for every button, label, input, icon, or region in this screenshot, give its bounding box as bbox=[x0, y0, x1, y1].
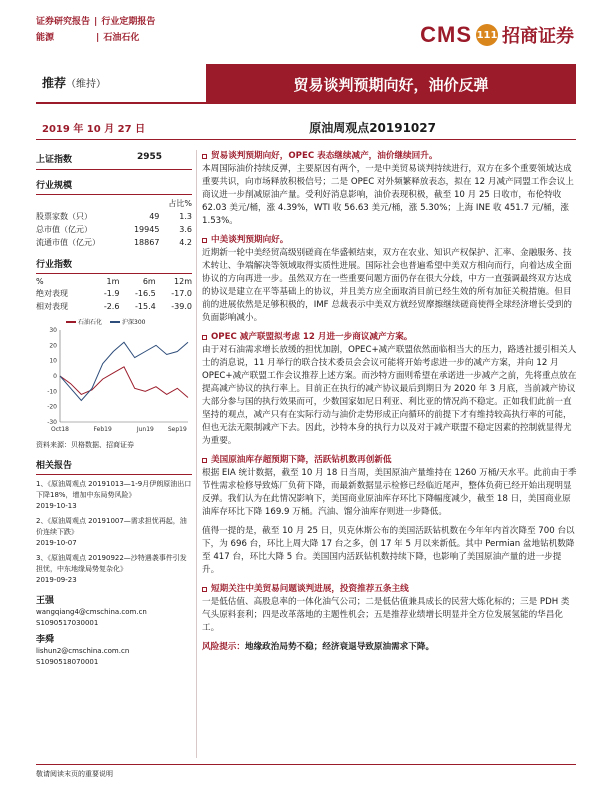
legend-item bbox=[66, 317, 102, 326]
section-heading-text: 贸易谈判预期向好，OPEC 表态继续减产，油价继续回升。 bbox=[211, 151, 438, 161]
report-date: 2019 年 10 月 27 日 bbox=[42, 124, 146, 135]
section-heading bbox=[202, 234, 578, 247]
checkbox-bullet-icon bbox=[202, 154, 207, 159]
row-value: -1.9 bbox=[103, 289, 120, 298]
footer bbox=[36, 764, 576, 779]
industry-scale-heading: 行业规模 bbox=[36, 178, 192, 195]
section-heading bbox=[202, 454, 578, 467]
risk-label: 风险提示： bbox=[202, 642, 245, 652]
section-body: 根据 EIA 统计数据，截至 10 月 18 日当周，美国原油产量维持在 1260 万桶/天水平。此前由于季节性需求检修导致炼厂负荷下降，而最新数据显示检修已经临近尾声，整体负荷已经开始出现明显反弹。我们认为在此情况影响下，美国商业原油库存环比下降幅度减少，截至 18 日，美国商业原油库存环比下降 169.9 万桶。汽油、馏分油库存则进一步降低。 bbox=[202, 468, 577, 517]
checkbox-bullet-icon bbox=[202, 238, 207, 243]
rating-value: 推荐 bbox=[42, 76, 67, 90]
chart-svg bbox=[36, 326, 192, 436]
logo-cn-text: 招商证券 bbox=[502, 26, 574, 47]
section-body: 值得一提的是，截至 10 月 25 日，贝克休斯公布的美国活跃钻机数在今年年内首次降至 700 台以下，为 696 台，环比上周大降 17 台之多，创 17 年 5 月以来新低。其中 Permian 盆地钻机数降至 417 台，环比大降 5 台。美国国内活跃钻机数持续下降，也影响了美国原油产量的进一步提升。 bbox=[202, 526, 575, 575]
related-date: 2019-10-13 bbox=[36, 502, 77, 510]
y-tick-label: -20 bbox=[47, 403, 57, 411]
section-body: 由于对石油需求增长放缓的担忧加剧，OPEC+减产联盟依然面临相当大的压力，路透社援引相关人士的消息说，11 月举行的联合技术委员会会议可能将开始考虑进一步的减产方案，并向 12 月 OPEC+减产联盟工作会议推荐上述方案。而沙特方面则希望在承诺进一步减产之前，先将重点放在提高减产协议的执行率上。目前正在执行的减产协议最后到期日为 2020 年 3 月底，当前减产协议大部分参与国的执行效果而可，少数国家如尼日利亚、利比亚的情况尚不稳定。正如我们此前一直坚持的观点，减产只有在实际行动与油价走势形成正向循环的前提下才有维持较高执行率的可能，但也无法无限制减产下去。因此，沙特本身的执行力以及对于减产联盟不稳定因素的控制就显得尤为重要。 bbox=[202, 345, 577, 446]
table-row bbox=[36, 300, 192, 313]
y-tick-label: 0 bbox=[53, 373, 57, 380]
pct-header: 占比% bbox=[168, 199, 192, 208]
col-header: 1m bbox=[106, 277, 120, 286]
analyst-cert: S1090518070001 bbox=[36, 658, 99, 666]
analyst-email[interactable]: wangqiang4@cmschina.com.cn bbox=[36, 608, 147, 616]
row-label: 流通市值（亿元） bbox=[36, 238, 100, 247]
column-divider bbox=[196, 150, 197, 758]
table-header-row bbox=[36, 197, 192, 210]
legend-label: 石油石化 bbox=[78, 319, 103, 326]
company-logo bbox=[420, 22, 574, 48]
y-tick-label: -30 bbox=[47, 419, 57, 426]
analyst-email[interactable]: lishun2@cmschina.com.cn bbox=[36, 647, 130, 655]
industry: 石油石化 bbox=[103, 33, 140, 43]
row-value: 19945 bbox=[133, 225, 160, 234]
row-label: 总市值（亿元） bbox=[36, 225, 92, 234]
legend-swatch bbox=[110, 321, 120, 323]
industry-scale-table bbox=[36, 197, 192, 249]
y-tick-label: 20 bbox=[49, 342, 57, 350]
rating-note: （维持） bbox=[66, 79, 107, 90]
row-pct: 4.2 bbox=[179, 238, 192, 247]
chart-source: 资料来源：贝格数据、招商证券 bbox=[36, 441, 134, 449]
related-reports bbox=[36, 479, 192, 586]
logo-cms-text: CMS bbox=[420, 22, 472, 47]
y-tick-label: 30 bbox=[49, 327, 57, 334]
checkbox-bullet-icon bbox=[202, 458, 207, 463]
report-meta-row-1 bbox=[36, 14, 155, 30]
row-pct: 3.6 bbox=[179, 225, 192, 234]
col-header: 6m bbox=[142, 277, 156, 286]
related-text[interactable]: 1、《原油周观点 20191013—1-9月伊朗原油出口下降18%，增加中东局势风险》 bbox=[36, 480, 192, 499]
section-heading-text: OPEC 减产联盟拟考虑 12 月进一步商议减产方案。 bbox=[211, 332, 413, 342]
section bbox=[202, 583, 578, 635]
section-body: 近期新一轮中美经贸高级别磋商在华盛顿结束，双方在农业、知识产权保护、汇率、金融服务、技术转让、争端解决等领域取得实质性进展。国际社会也普遍希望中美双方相向而行，向着达成全面协议的方向再进一步。虽然双方在一些重要问题方面仍存在很大分歧，中方一直强调最终双方达成的协议是建立在平等基础上的协议，并且美方应全面取消目前已经生效的所有加征关税措施。但目前的进展依然是足够积极的，IMF 总裁表示中美双方就经贸摩擦继续磋商使得全球经济增长受到的负面影响减小。 bbox=[202, 248, 572, 323]
x-tick-label: Feb19 bbox=[93, 426, 112, 433]
report-meta-row-2 bbox=[36, 30, 155, 46]
report-meta bbox=[36, 14, 155, 46]
separator: | bbox=[96, 33, 100, 43]
section-heading-text: 短期关注中美贸易问题谈判进展，投资推荐五条主线 bbox=[211, 584, 409, 594]
main-content bbox=[202, 150, 578, 654]
row-value: -15.4 bbox=[135, 302, 156, 311]
industry-index-table bbox=[36, 276, 192, 313]
y-tick-label: -10 bbox=[47, 388, 57, 396]
row-value: 49 bbox=[149, 212, 160, 221]
sector: 能源 bbox=[36, 33, 55, 43]
y-tick-label: 10 bbox=[49, 357, 57, 365]
chart-legend bbox=[66, 317, 192, 326]
col-header: % bbox=[36, 277, 44, 286]
section bbox=[202, 525, 578, 577]
table-row bbox=[36, 223, 192, 236]
left-sidebar bbox=[36, 150, 192, 668]
related-date: 2019-10-07 bbox=[36, 539, 77, 547]
section-heading-text: 中美谈判预期向好。 bbox=[211, 235, 289, 245]
market-index bbox=[36, 150, 192, 170]
logo-badge-icon: 111 bbox=[476, 24, 498, 46]
legend-swatch bbox=[66, 321, 76, 323]
index-value: 2955 bbox=[136, 152, 162, 162]
table-row bbox=[36, 236, 192, 249]
analyst-name: 王强 bbox=[36, 596, 55, 606]
section-heading bbox=[202, 331, 578, 344]
risk-warning bbox=[202, 641, 578, 654]
table-header-row bbox=[36, 276, 192, 287]
report-type: 证券研究报告 bbox=[36, 17, 91, 27]
analyst-name: 李舜 bbox=[36, 635, 55, 645]
index-label: 上证指数 bbox=[36, 155, 73, 165]
separator: | bbox=[94, 17, 98, 27]
section-body: 本周国际油价持续反弹，主要原因有两个，一是中美贸易谈判持续进行，双方在多个重要领域达成重要共识，向市场释放积极信号；二是 OPEC 对外频繁释放表态，拟在 12 月减产同盟工作会议上商议进一步削减原油产量。受利好消息影响，油价表现积极，截至 10 月 25 日收市，布伦特收 62.03 美元/桶，涨 4.39%，WTI 收 56.63 美元/桶，涨 5.30%；上海 INE 收 451.7 元/桶，涨 1.53%。 bbox=[202, 164, 574, 226]
x-tick-label: Oct18 bbox=[50, 426, 70, 433]
row-label: 股票家数（只） bbox=[36, 212, 92, 221]
x-tick-label: Jun19 bbox=[136, 426, 154, 433]
related-item[interactable] bbox=[36, 479, 192, 512]
analyst-cert: S1090517030001 bbox=[36, 619, 99, 627]
related-text[interactable]: 3、《原油周观点 20190922—沙特遇袭事件引发担忧，中东地缘局势复杂化》 bbox=[36, 554, 187, 573]
report-subtype: 行业定期报告 bbox=[101, 17, 156, 27]
related-heading: 相关报告 bbox=[36, 458, 192, 475]
related-item[interactable] bbox=[36, 516, 192, 549]
x-tick-label: Sep19 bbox=[167, 426, 187, 433]
row-label: 相对表现 bbox=[36, 302, 68, 311]
row-value: -39.0 bbox=[171, 302, 192, 311]
rating-box bbox=[36, 64, 206, 104]
row-value: -17.0 bbox=[171, 289, 192, 298]
checkbox-bullet-icon bbox=[202, 587, 207, 592]
section-heading-text: 美国原油库存超预期下降，活跃钻机数再创新低 bbox=[211, 455, 392, 465]
footer-note: 敬请阅读末页的重要说明 bbox=[36, 770, 113, 778]
row-label: 绝对表现 bbox=[36, 289, 68, 298]
section-heading bbox=[202, 583, 578, 596]
title-banner bbox=[36, 64, 576, 104]
section-body: 一是低估值、高股息率的一体化油气公司；二是低估值兼具成长的民营大炼化标的；三是 PDH 类气头原料套利；四是改革落地的主题性机会；五是推荐业绩增长明显并全方位发展氢能的华昌化工。 bbox=[202, 597, 570, 633]
section bbox=[202, 331, 578, 448]
checkbox-bullet-icon bbox=[202, 335, 207, 340]
row-pct: 1.3 bbox=[179, 212, 192, 221]
row-value: 18867 bbox=[133, 238, 160, 247]
legend-label: 沪深300 bbox=[122, 319, 146, 326]
risk-text: 地缘政治局势不稳；经济衰退导致原油需求下降。 bbox=[244, 642, 435, 652]
table-row bbox=[36, 287, 192, 300]
row-value: -2.6 bbox=[103, 302, 120, 311]
related-item[interactable] bbox=[36, 553, 192, 586]
section-heading bbox=[202, 150, 578, 163]
report-subtitle: 原油周观点20191027 bbox=[309, 121, 436, 135]
section bbox=[202, 454, 578, 519]
row-value: -16.5 bbox=[135, 289, 156, 298]
industry-chart bbox=[36, 317, 192, 438]
report-title: 贸易谈判预期向好，油价反弹 bbox=[206, 64, 576, 104]
subtitle-bar bbox=[36, 116, 576, 140]
related-date: 2019-09-23 bbox=[36, 576, 77, 584]
col-header: 12m bbox=[174, 277, 192, 286]
table-row bbox=[36, 210, 192, 223]
analyst-block bbox=[36, 596, 192, 668]
industry-index-heading: 行业指数 bbox=[36, 257, 192, 274]
related-text[interactable]: 2、《原油周观点 20191007—需求担忧再起，油价连续下跌》 bbox=[36, 517, 187, 536]
legend-item bbox=[110, 317, 145, 326]
section bbox=[202, 150, 578, 228]
series-line-1 bbox=[60, 367, 188, 398]
section bbox=[202, 234, 578, 325]
